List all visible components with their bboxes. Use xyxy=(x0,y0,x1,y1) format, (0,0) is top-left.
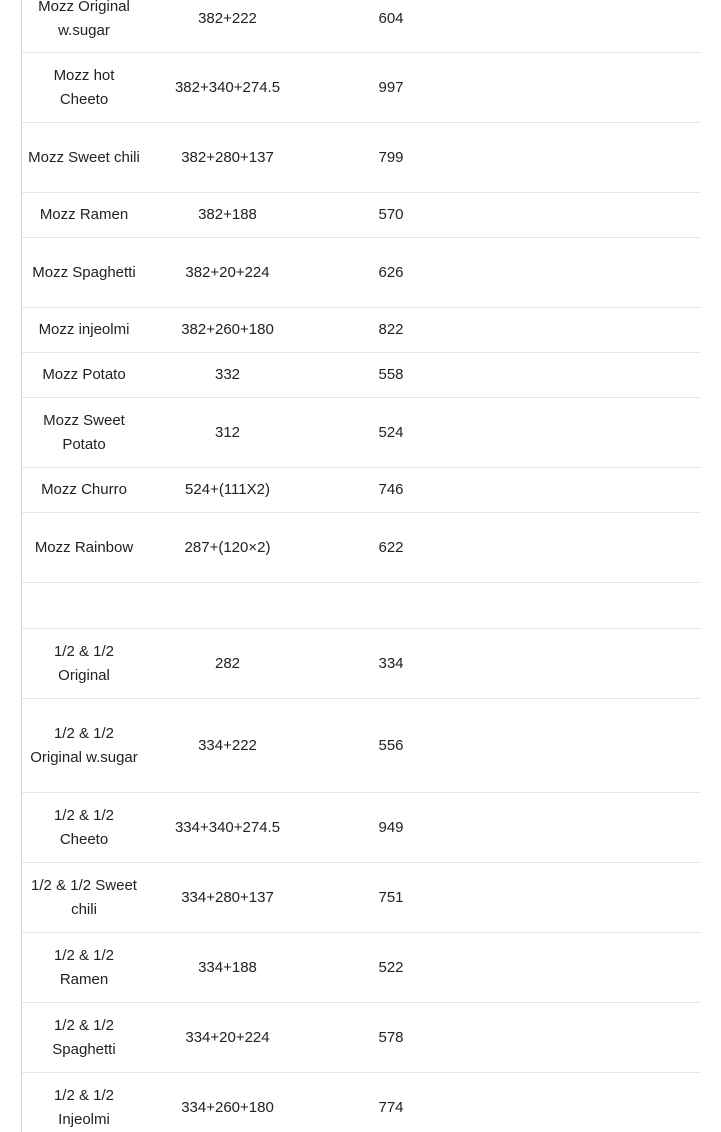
calculation-cell: 382+340+274.5 xyxy=(174,78,281,96)
calculation-cell: 334+20+224 xyxy=(185,1028,270,1046)
item-name-cell: 1/2 & 1/2 Injeolmi xyxy=(53,1086,115,1128)
table-row xyxy=(22,1003,701,1073)
empty-cell xyxy=(473,583,701,629)
total-cell: 524 xyxy=(378,423,404,441)
empty-cell xyxy=(473,193,701,238)
calculation-cell: 334+188 xyxy=(198,958,257,976)
calculation-cell: 282 xyxy=(214,654,241,672)
total-cell xyxy=(309,583,473,629)
calculation-cell: 334+340+274.5 xyxy=(174,818,281,836)
empty-cell xyxy=(473,353,701,398)
table-row xyxy=(22,353,701,398)
empty-cell xyxy=(473,0,701,53)
table-row xyxy=(22,468,701,513)
total-cell: 334 xyxy=(378,654,404,672)
table-row xyxy=(22,629,701,699)
table-row xyxy=(22,793,701,863)
total-cell: 799 xyxy=(378,148,404,166)
total-cell: 822 xyxy=(378,321,404,338)
total-cell: 746 xyxy=(378,481,404,498)
item-name-cell: Mozz Sweet chili xyxy=(28,148,140,166)
calculation-cell: 382+260+180 xyxy=(181,321,274,338)
item-name-cell: Mozz Rainbow xyxy=(34,538,134,556)
item-name-cell: Mozz Ramen xyxy=(39,206,129,223)
item-name-cell: 1/2 & 1/2 Original xyxy=(53,642,115,684)
item-name-cell: 1/2 & 1/2 Sweet chili xyxy=(31,876,137,918)
calculation-cell: 334+260+180 xyxy=(181,1098,274,1116)
empty-cell xyxy=(473,863,701,933)
item-name-cell: Mozz Spaghetti xyxy=(32,263,136,281)
empty-cell xyxy=(473,1073,701,1132)
empty-cell xyxy=(473,238,701,308)
table-row xyxy=(22,1073,701,1132)
total-cell: 997 xyxy=(378,78,404,96)
calculation-cell: 382+20+224 xyxy=(185,263,270,281)
calorie-table xyxy=(22,0,701,1132)
empty-cell xyxy=(473,123,701,193)
total-cell: 522 xyxy=(378,958,404,976)
calculation-cell: 382+280+137 xyxy=(181,148,274,166)
calculation-cell: 332 xyxy=(214,366,241,383)
total-cell: 558 xyxy=(378,366,404,383)
total-cell: 751 xyxy=(378,888,404,906)
item-name-cell: 1/2 & 1/2 Ramen xyxy=(53,946,115,988)
total-cell: 578 xyxy=(378,1028,404,1046)
table-row xyxy=(22,0,701,53)
empty-cell xyxy=(473,933,701,1003)
total-cell: 774 xyxy=(378,1098,404,1116)
item-name-cell: Mozz hot Cheeto xyxy=(53,66,115,108)
calculation-cell: 382+222 xyxy=(198,10,257,27)
empty-cell xyxy=(473,1003,701,1073)
table-row xyxy=(22,933,701,1003)
table-row xyxy=(22,238,701,308)
calculation-cell: 287+(120×2) xyxy=(184,538,271,556)
table-row xyxy=(22,123,701,193)
calculation-cell: 524+(111X2) xyxy=(185,481,270,498)
calculation-cell: 312 xyxy=(214,423,241,441)
item-name-cell: Mozz Sweet Potato xyxy=(43,411,125,453)
table-row xyxy=(22,193,701,238)
total-cell: 622 xyxy=(378,538,404,556)
item-name-cell xyxy=(22,583,146,629)
table-row xyxy=(22,53,701,123)
item-name-cell: 1/2 & 1/2 Original w.sugar xyxy=(30,724,138,766)
calculation-cell: 334+280+137 xyxy=(181,888,274,906)
table-row xyxy=(22,513,701,583)
empty-cell xyxy=(473,53,701,123)
table-container xyxy=(21,0,700,1132)
table-row xyxy=(22,398,701,468)
table-row xyxy=(22,308,701,353)
table-row xyxy=(22,699,701,793)
calculation-cell: 382+188 xyxy=(198,206,257,223)
item-name-cell: Mozz Potato xyxy=(42,366,126,383)
item-name-cell: Mozz injeolmi xyxy=(38,321,130,338)
item-name-cell: 1/2 & 1/2 Cheeto xyxy=(53,806,115,848)
item-name-cell: Mozz Churro xyxy=(41,481,127,498)
table-row-blank xyxy=(22,583,701,629)
empty-cell xyxy=(473,793,701,863)
empty-cell xyxy=(473,513,701,583)
empty-cell xyxy=(473,629,701,699)
total-cell: 556 xyxy=(378,736,404,754)
calculation-cell xyxy=(146,583,309,629)
empty-cell xyxy=(473,308,701,353)
empty-cell xyxy=(473,699,701,793)
table-row xyxy=(22,863,701,933)
total-cell: 949 xyxy=(378,818,404,836)
total-cell: 626 xyxy=(378,263,404,281)
total-cell: 604 xyxy=(378,10,404,27)
total-cell: 570 xyxy=(378,206,404,223)
item-name-cell: Mozz Original w.sugar xyxy=(38,0,130,39)
empty-cell xyxy=(473,398,701,468)
calculation-cell: 334+222 xyxy=(198,736,257,754)
item-name-cell: 1/2 & 1/2 Spaghetti xyxy=(52,1016,116,1058)
empty-cell xyxy=(473,468,701,513)
